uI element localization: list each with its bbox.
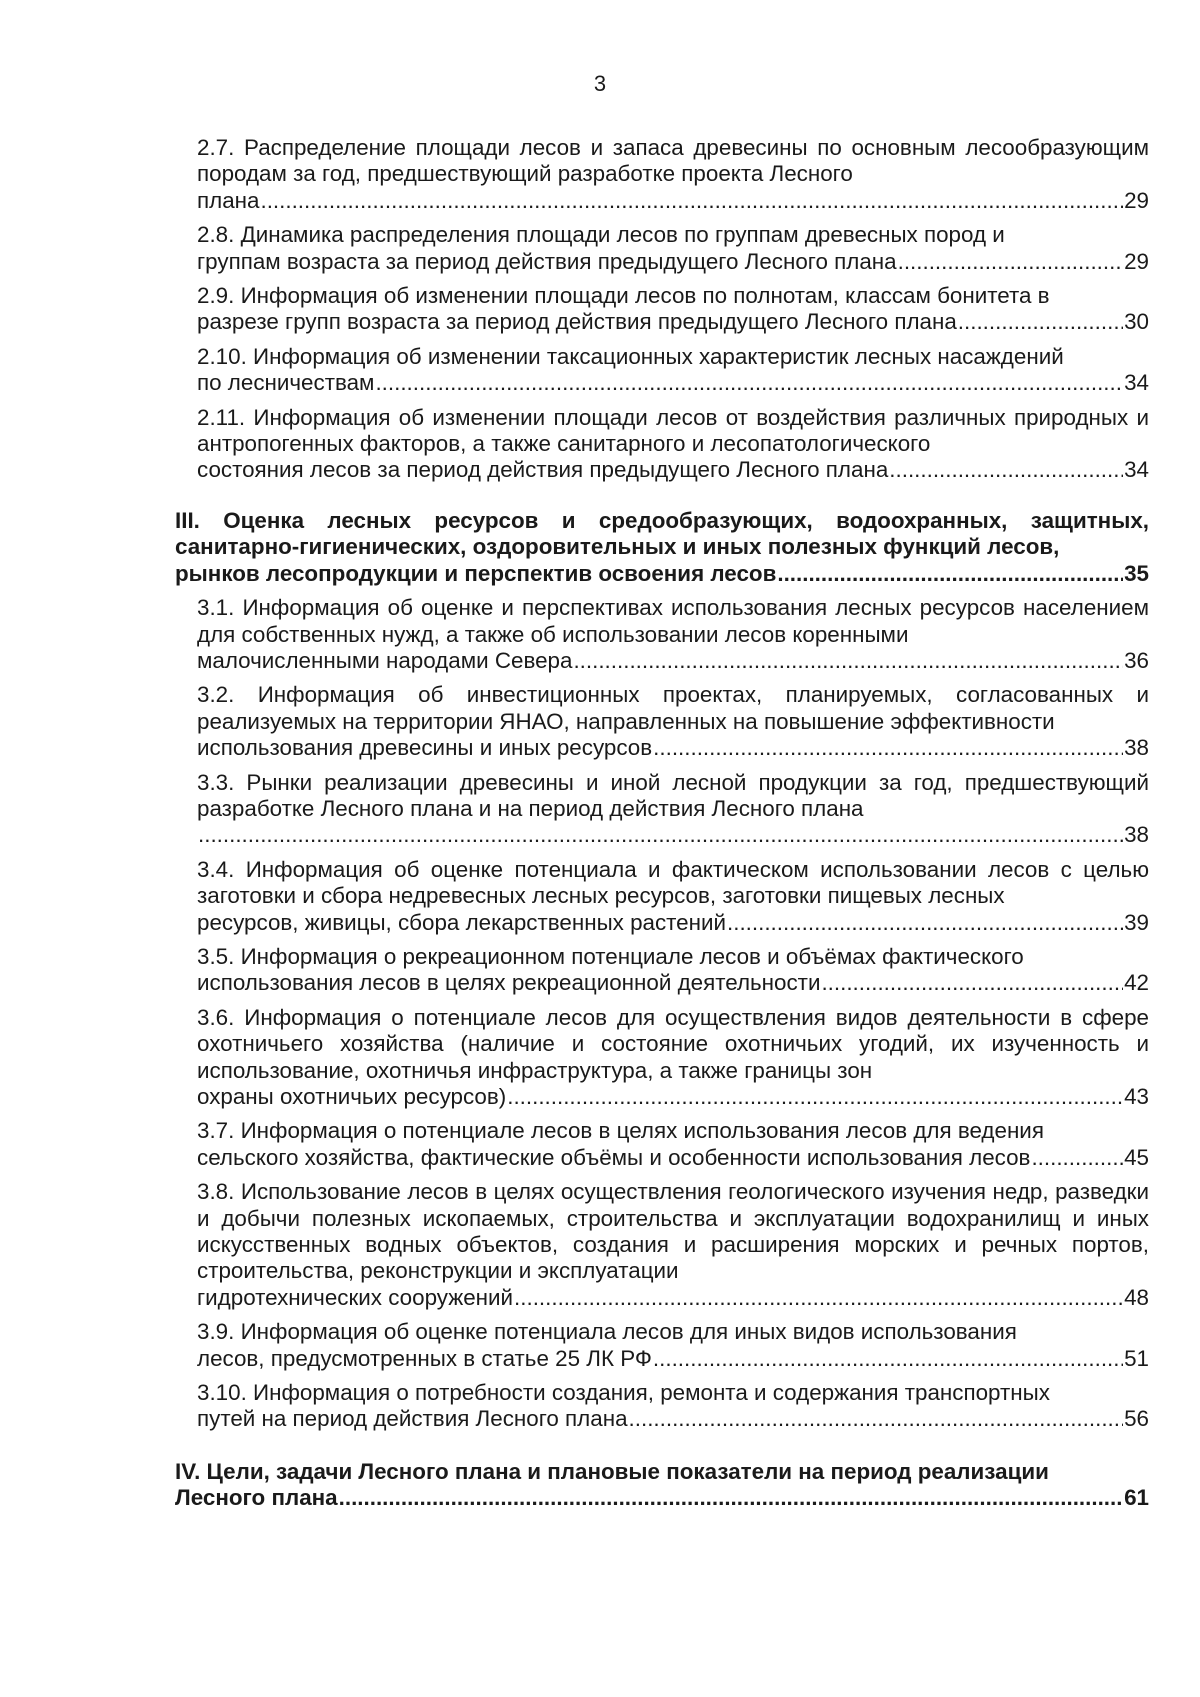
toc-entry-title-end: использования лесов в целях рекреационной деятельности [197, 970, 821, 996]
toc-entry-page-number: 56 [1124, 1406, 1149, 1432]
toc-entry-page-number: 35 [1124, 560, 1149, 586]
toc-entry-leader-line [197, 188, 1149, 214]
dot-leader [629, 1406, 1124, 1432]
toc-entry-leader-line [197, 970, 1149, 996]
toc-entry-title: 3.4. Информация об оценке потенциала и фактическом использовании лесов с целью заготовки и сбора недревесных лесных ресурсов, заготовки пищевых лесных [197, 856, 1149, 909]
toc-entry-page-number: 29 [1124, 187, 1149, 213]
toc-entry[interactable] [197, 344, 1149, 397]
toc-entry-page-number: 43 [1124, 1084, 1149, 1109]
dot-leader [375, 370, 1123, 396]
toc-entry-title: 2.9. Информация об изменении площади лесов по полнотам, классам бонитета в [197, 283, 1050, 309]
toc-entry-title: IV. Цели, задачи Лесного плана и плановые показатели на период реализации [175, 1458, 1049, 1484]
toc-entry[interactable] [197, 405, 1149, 484]
toc-entry[interactable] [197, 944, 1149, 997]
toc-entry-leader-line [197, 1346, 1149, 1372]
toc-entry-title-end: путей на период действия Лесного плана [197, 1406, 628, 1432]
toc-entry[interactable] [197, 222, 1149, 275]
toc-entry-title: 3.10. Информация о потребности создания, ремонта и содержания транспортных [197, 1380, 1050, 1406]
toc-entry-leader-line [175, 561, 1149, 587]
dot-leader [821, 970, 1123, 996]
toc-entry-leader-line [197, 822, 1149, 848]
toc-entry-leader-line [197, 309, 1149, 335]
dot-leader [958, 309, 1123, 335]
toc-entry-title-end: ресурсов, живицы, сбора лекарственных растений [197, 909, 727, 935]
toc-entry-title: 2.7. Распределение площади лесов и запаса древесины по основным лесообразующим породам за год, предшествующий разработке проекта Лесного [197, 135, 1149, 187]
toc-entry-title-end: использования древесины и иных ресурсов [197, 735, 653, 761]
toc-entry-leader-line [197, 910, 1149, 936]
toc-entry[interactable] [197, 770, 1149, 849]
toc-entry[interactable] [175, 1459, 1149, 1512]
dot-leader [727, 910, 1123, 936]
toc-entry-title-end: разрезе групп возраста за период действия предыдущего Лесного плана [197, 309, 957, 335]
toc-entry-title: 3.1. Информация об оценке и перспективах использования лесных ресурсов населением для собственных нужд, а также об использовании лесов коренными [197, 595, 1149, 647]
toc-entry-title-end: по лесничествам [197, 370, 375, 396]
toc-entry-page-number: 34 [1124, 457, 1149, 483]
toc-entry-leader-line [175, 1485, 1149, 1511]
toc-entry-title: 3.7. Информация о потенциале лесов в целях использования лесов для ведения [197, 1118, 1044, 1144]
dot-leader [653, 735, 1123, 761]
toc-entry-title: 3.3. Рынки реализации древесины и иной лесной продукции за год, предшествующий разработке Лесного плана и на период действия Лесного плана [197, 769, 1149, 821]
toc-entry-page-number: 61 [1124, 1485, 1149, 1511]
toc-entry[interactable] [197, 1118, 1149, 1171]
toc-entry[interactable] [175, 508, 1149, 587]
dot-leader [889, 457, 1123, 483]
dot-leader [573, 648, 1123, 674]
toc-entry[interactable] [197, 1179, 1149, 1311]
toc-entry-title: III. Оценка лесных ресурсов и средообразующих, водоохранных, защитных, санитарно-гигиенических, оздоровительных и иных полезных функций лесов, [175, 507, 1149, 560]
toc-entry-page-number: 30 [1124, 309, 1149, 335]
toc-entry-page-number: 36 [1124, 647, 1149, 673]
dot-leader [777, 561, 1123, 587]
toc-entry-title-end: состояния лесов за период действия предыдущего Лесного плана [197, 457, 889, 483]
toc-entry-title: 3.9. Информация об оценке потенциала лесов для иных видов использования [197, 1319, 1017, 1345]
toc-entry-page-number: 38 [1124, 822, 1149, 848]
dot-leader [514, 1285, 1123, 1311]
page-number: 3 [593, 71, 607, 96]
toc-entry-page-number: 39 [1124, 909, 1149, 935]
toc-entry-page-number: 45 [1124, 1144, 1149, 1170]
dot-leader [260, 188, 1123, 214]
toc-entry[interactable] [197, 135, 1149, 214]
toc-entry-leader-line [197, 1084, 1149, 1110]
toc-entry[interactable] [197, 1380, 1149, 1433]
toc-entry[interactable] [197, 595, 1149, 674]
toc-entry[interactable] [197, 1319, 1149, 1372]
toc-entry-title-end: плана [197, 187, 260, 213]
toc-entry-leader-line [197, 370, 1149, 396]
toc-entry-page-number: 29 [1124, 248, 1149, 274]
toc-entry[interactable] [197, 283, 1149, 336]
dot-leader [898, 249, 1123, 275]
toc-entry-title: 2.10. Информация об изменении таксационных характеристик лесных насаждений [197, 343, 1064, 369]
toc-entry-title: 3.5. Информация о рекреационном потенциале лесов и объёмах фактического [197, 943, 1024, 969]
toc-entry-page-number: 38 [1124, 735, 1149, 761]
toc-entry-title-end: сельского хозяйства, фактические объёмы и особенности использования лесов [197, 1144, 1031, 1170]
toc-entry-title-end: Лесного плана [175, 1485, 338, 1511]
dot-leader [653, 1346, 1123, 1372]
toc-entry-title-end: гидротехнических сооружений [197, 1284, 514, 1310]
table-of-contents [175, 135, 1149, 1520]
dot-leader [198, 822, 1123, 848]
toc-entry-leader-line [197, 648, 1149, 674]
toc-entry-page-number: 42 [1124, 970, 1149, 996]
toc-entry-title-end: группам возраста за период действия предыдущего Лесного плана [197, 248, 897, 274]
toc-entry-title-end: охраны охотничьих ресурсов) [197, 1084, 507, 1109]
toc-entry-title: 3.6. Информация о потенциале лесов для осуществления видов деятельности в сфере охотничьего хозяйства (наличие и состояние охотничьих угодий, их изученность и использование, охотничья инфраструктура, а также границы зон [197, 1004, 1149, 1083]
toc-entry-leader-line [197, 1406, 1149, 1432]
toc-entry-title-end: малочисленными народами Севера [197, 647, 573, 673]
toc-entry-page-number: 48 [1124, 1284, 1149, 1310]
dot-leader [339, 1485, 1123, 1511]
toc-entry[interactable] [197, 682, 1149, 761]
toc-entry-title: 3.8. Использование лесов в целях осуществления геологического изучения недр, разведки и добычи полезных ископаемых, строительства и эксплуатации водохранилищ и иных искусственных водных объектов, создания и расширения морских и речных портов, строительства, реконструкции и эксплуатации [197, 1179, 1149, 1284]
toc-entry-title-end: рынков лесопродукции и перспектив освоения лесов [175, 560, 777, 586]
toc-entry-leader-line [197, 457, 1149, 483]
toc-entry-page-number: 51 [1124, 1345, 1149, 1371]
toc-entry[interactable] [197, 857, 1149, 936]
toc-entry-page-number: 34 [1124, 370, 1149, 396]
toc-entry-leader-line [197, 249, 1149, 275]
dot-leader [507, 1084, 1123, 1110]
toc-entry-leader-line [197, 735, 1149, 761]
toc-entry-title: 2.8. Динамика распределения площади лесов по группам древесных пород и [197, 222, 1005, 248]
toc-entry[interactable] [197, 1005, 1149, 1111]
dot-leader [1031, 1145, 1123, 1171]
toc-entry-title: 2.11. Информация об изменении площади лесов от воздействия различных природных и антропогенных факторов, а также санитарного и лесопатологического [197, 404, 1149, 457]
toc-entry-leader-line [197, 1145, 1149, 1171]
toc-entry-title: 3.2. Информация об инвестиционных проектах, планируемых, согласованных и реализуемых на территории ЯНАО, направленных на повышение эффективности [197, 682, 1149, 734]
toc-entry-title-end: лесов, предусмотренных в статье 25 ЛК РФ [197, 1345, 652, 1371]
toc-entry-leader-line [197, 1285, 1149, 1311]
